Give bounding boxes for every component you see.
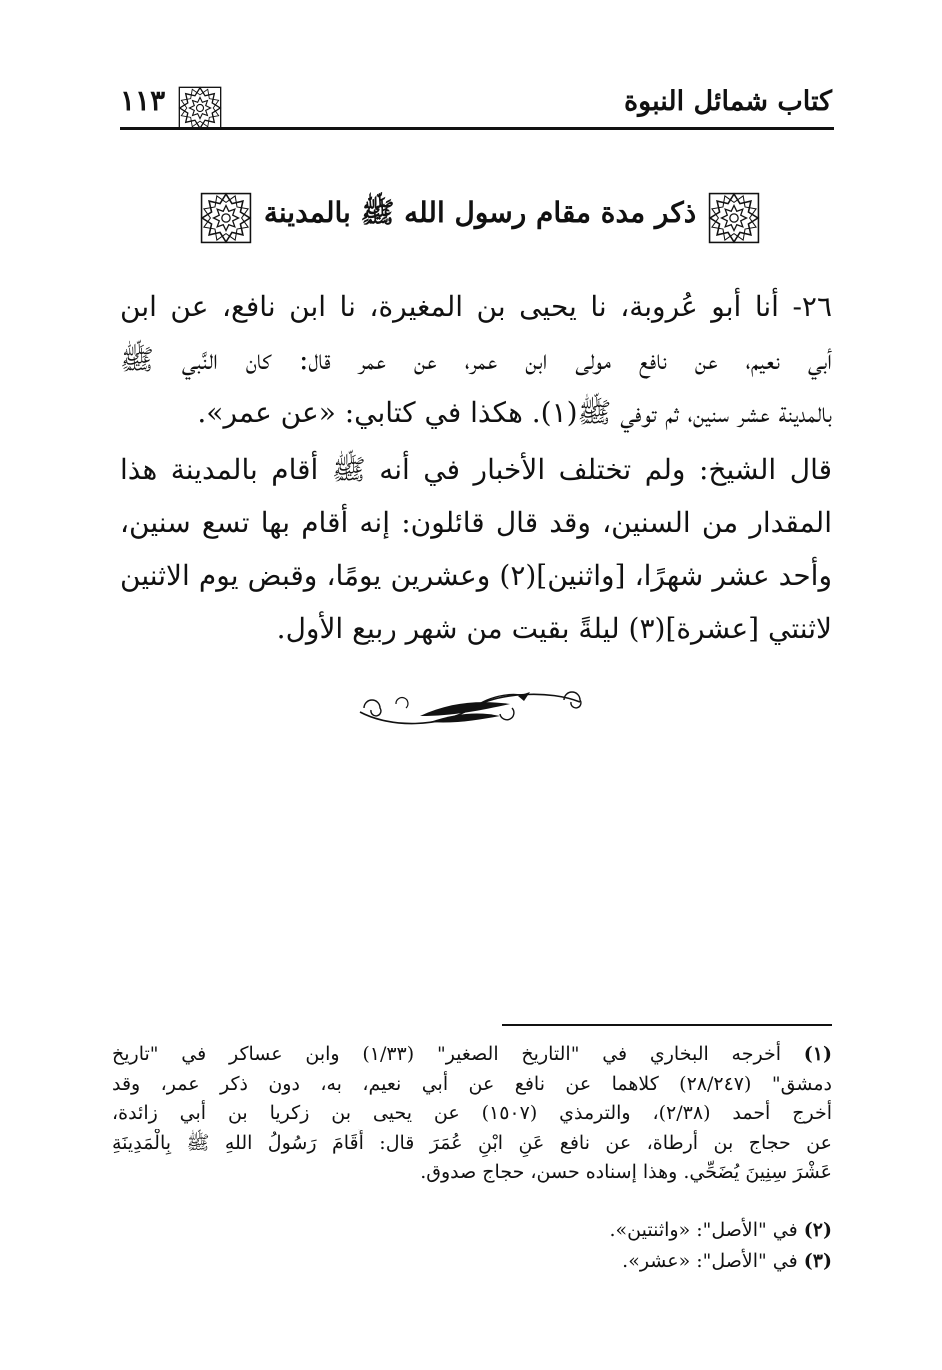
footnote-text: أخرجه البخاري في "التاريخ الصغير" (١/٣٣) وابن عساكر في "تاريخ — [112, 1043, 781, 1065]
star-rosette-icon — [200, 192, 252, 244]
footnote-number: (٣) — [803, 1250, 832, 1272]
star-rosette-icon — [708, 192, 760, 244]
footnote-number: (١) — [803, 1043, 832, 1065]
footnote-text: في "الأصل": «واثنتين». — [609, 1219, 798, 1241]
chapter-heading — [200, 188, 760, 250]
footnote-text: عَشْرَ سِنِينَ يُضَحِّي. وهذا إسناده حسن، حجاج صدوق. — [420, 1161, 832, 1183]
star-rosette-icon — [178, 86, 222, 130]
text-line: المقدار من السنين، وقد قال قائلون: إنه أقام بها تسع سنين، — [120, 506, 832, 539]
page-number: ١١٣ — [120, 84, 166, 117]
footnote-number: (٢) — [803, 1219, 832, 1241]
text-line: أبي نعيم، عن نافع مولى ابن عمر، عن عمر قال: كان النَّبي ﷺ — [120, 343, 832, 376]
hadith-paragraph — [120, 280, 832, 439]
commentary-paragraph — [120, 443, 832, 655]
text-line: بالمدينة عشر سنين، ثم توفي ﷺ(١). هكذا في كتابي: «عن عمر». — [197, 396, 832, 429]
text-line: قال الشيخ: ولم تختلف الأخبار في أنه ﷺ أقام بالمدينة هذا — [120, 453, 832, 486]
text-line: لاثنتي [عشرة](٣) ليلةً بقيت من شهر ربيع الأول. — [276, 612, 832, 645]
running-header-title: كتاب شمائل النبوة — [624, 86, 832, 117]
footnote-text: دمشق" (٢٨/٢٤٧) كلاهما عن نافع عن أبي نعيم، به، دون ذكر عمر، وقد — [112, 1072, 832, 1095]
header-rule — [120, 127, 834, 130]
footnote-2 — [112, 1216, 832, 1246]
floral-divider-icon — [350, 682, 594, 730]
footnote-1 — [112, 1040, 832, 1188]
footnote-rule — [502, 1024, 832, 1026]
footnote-text: أخرج أحمد (٢/٣٨)، والترمذي (١٥٠٧) عن يحيى بن زكريا بن أبي زائدة، — [112, 1102, 832, 1124]
chapter-heading-text: ذكر مدة مقام رسول الله ﷺ بالمدينة — [263, 196, 697, 229]
footnote-text: في "الأصل": «عشر». — [622, 1250, 798, 1272]
footnote-3 — [112, 1247, 832, 1277]
text-line: وأحد عشر شهرًا، [واثنين](٢) وعشرين يومًا، وقبض يوم الاثنين — [120, 559, 832, 592]
text-line: ٢٦- أنا أبو عُروبة، نا يحيى بن المغيرة، نا ابن نافع، عن ابن — [120, 290, 832, 323]
footnote-text: عن حجاج بن أرطاة، عن نافع عَنِ ابْنِ عُمَرَ قال: أَقَامَ رَسُولُ اللهِ ﷺ بِالْمَدِينَةِ — [112, 1131, 832, 1154]
